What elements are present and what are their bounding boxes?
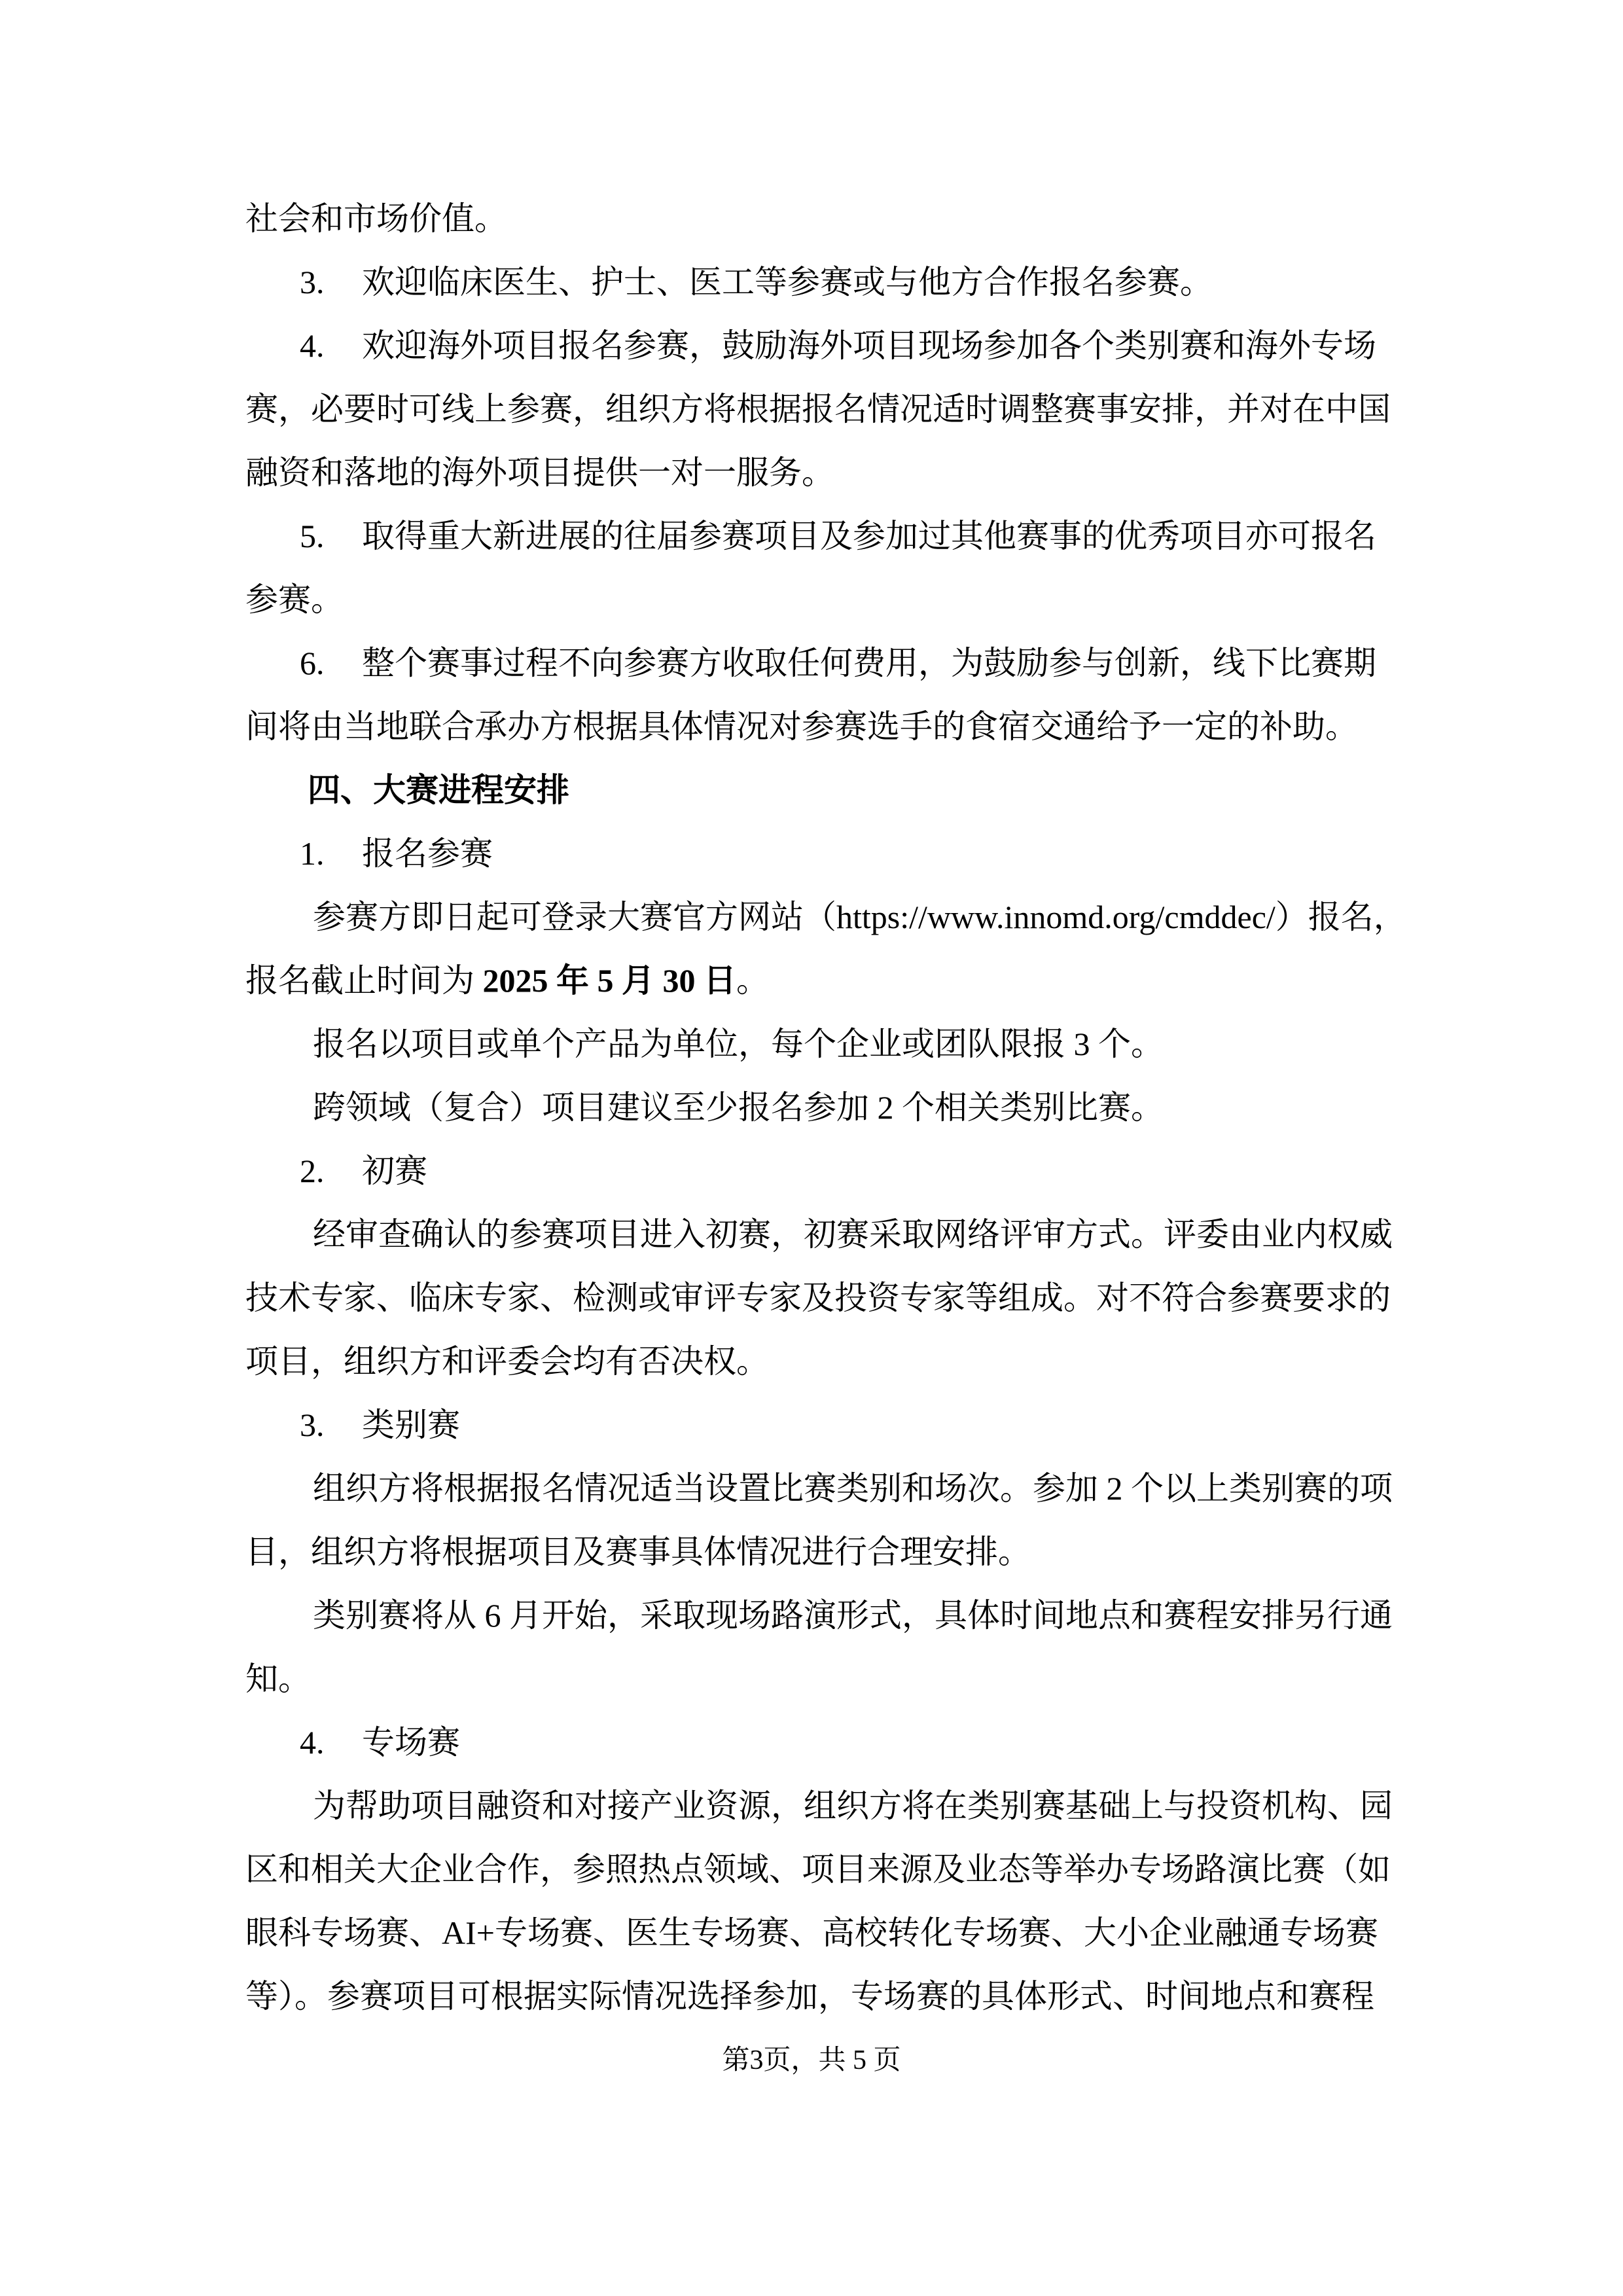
paragraph-line: 为帮助项目融资和对接产业资源，组织方将在类别赛基础上与投资机构、园 — [313, 1787, 1393, 1824]
list-item-text: 类别赛 — [362, 1407, 460, 1443]
text-line: 眼科专场赛、AI+专场赛、医生专场赛、高校转化专场赛、大小企业融通专场赛 — [245, 1914, 1378, 1951]
text-line: 等）。参赛项目可根据实际情况选择参加，专场赛的具体形式、时间地点和赛程 — [245, 1978, 1374, 2015]
text-line: 赛，必要时可线上参赛，组织方将根据报名情况适时调整赛事安排，并对在中国 — [245, 391, 1391, 427]
list-item-number: 5. — [300, 518, 325, 554]
text-line: 技术专家、临床专家、检测或审评专家及投资专家等组成。对不符合参赛要求的 — [245, 1280, 1391, 1316]
text-line: 知。 — [245, 1660, 311, 1697]
list-item-number: 3. — [300, 1407, 325, 1443]
list-item-number: 3. — [300, 264, 325, 300]
list-item-line — [245, 1711, 1417, 1774]
list-item-line — [245, 251, 1417, 314]
list-item-number: 6. — [300, 645, 325, 681]
deadline-date: 2025 年 5 月 30 日 — [482, 962, 736, 999]
document-body — [245, 187, 1417, 2028]
list-item-number: 4. — [300, 1724, 325, 1761]
list-item-number: 4. — [300, 327, 325, 364]
page-number-label: 第3页，共 5 页 — [722, 2045, 901, 2075]
list-item-text: 报名参赛 — [362, 835, 493, 872]
list-item-line — [245, 505, 1417, 568]
list-item-text: 欢迎海外项目报名参赛，鼓励海外项目现场参加各个类别赛和海外专场 — [362, 327, 1376, 364]
paragraph-line: 参赛方即日起可登录大赛官方网站（https://www.innomd.org/cmddec/）报名， — [313, 899, 1406, 935]
section-heading: 四、大赛进程安排 — [308, 772, 569, 808]
list-item-line — [245, 822, 1417, 886]
paragraph-line: 报名以项目或单个产品为单位，每个企业或团队限报 3 个。 — [313, 1026, 1164, 1062]
list-item-number: 2. — [300, 1153, 325, 1189]
list-item-text: 欢迎临床医生、护士、医工等参赛或与他方合作报名参赛。 — [362, 264, 1213, 300]
list-item-text: 取得重大新进展的往届参赛项目及参加过其他赛事的优秀项目亦可报名 — [362, 518, 1376, 554]
list-item-line — [245, 1139, 1417, 1203]
paragraph-line: 跨领域（复合）项目建议至少报名参加 2 个相关类别比赛。 — [313, 1089, 1164, 1126]
paragraph-line: 经审查确认的参赛项目进入初赛，初赛采取网络评审方式。评委由业内权威 — [313, 1216, 1393, 1253]
deadline-suffix: 。 — [736, 962, 769, 999]
text-line: 目，组织方将根据项目及赛事具体情况进行合理安排。 — [245, 1534, 1031, 1570]
text-line: 社会和市场价值。 — [245, 200, 507, 237]
list-item-line — [245, 314, 1417, 378]
text-line: 区和相关大企业合作，参照热点领域、项目来源及业态等举办专场路演比赛（如 — [245, 1851, 1391, 1888]
page-footer — [0, 2043, 1623, 2077]
paragraph-line: 类别赛将从 6 月开始，采取现场路演形式，具体时间地点和赛程安排另行通 — [313, 1597, 1393, 1634]
paragraph-line: 组织方将根据报名情况适当设置比赛类别和场次。参加 2 个以上类别赛的项 — [313, 1470, 1393, 1507]
list-item-line — [245, 632, 1417, 695]
list-item-line — [245, 1393, 1417, 1457]
text-line: 融资和落地的海外项目提供一对一服务。 — [245, 454, 834, 491]
list-item-number: 1. — [300, 835, 325, 872]
deadline-prefix: 报名截止时间为 — [245, 962, 483, 999]
list-item-text: 初赛 — [362, 1153, 427, 1189]
text-line: 参赛。 — [245, 581, 344, 618]
text-line-with-bold-date — [245, 949, 1417, 1013]
text-line: 间将由当地联合承办方根据具体情况对参赛选手的食宿交通给予一定的补助。 — [245, 708, 1358, 745]
list-item-text: 整个赛事过程不向参赛方收取任何费用，为鼓励参与创新，线下比赛期 — [362, 645, 1376, 681]
text-line: 项目，组织方和评委会均有否决权。 — [245, 1343, 769, 1380]
list-item-text: 专场赛 — [362, 1724, 460, 1761]
